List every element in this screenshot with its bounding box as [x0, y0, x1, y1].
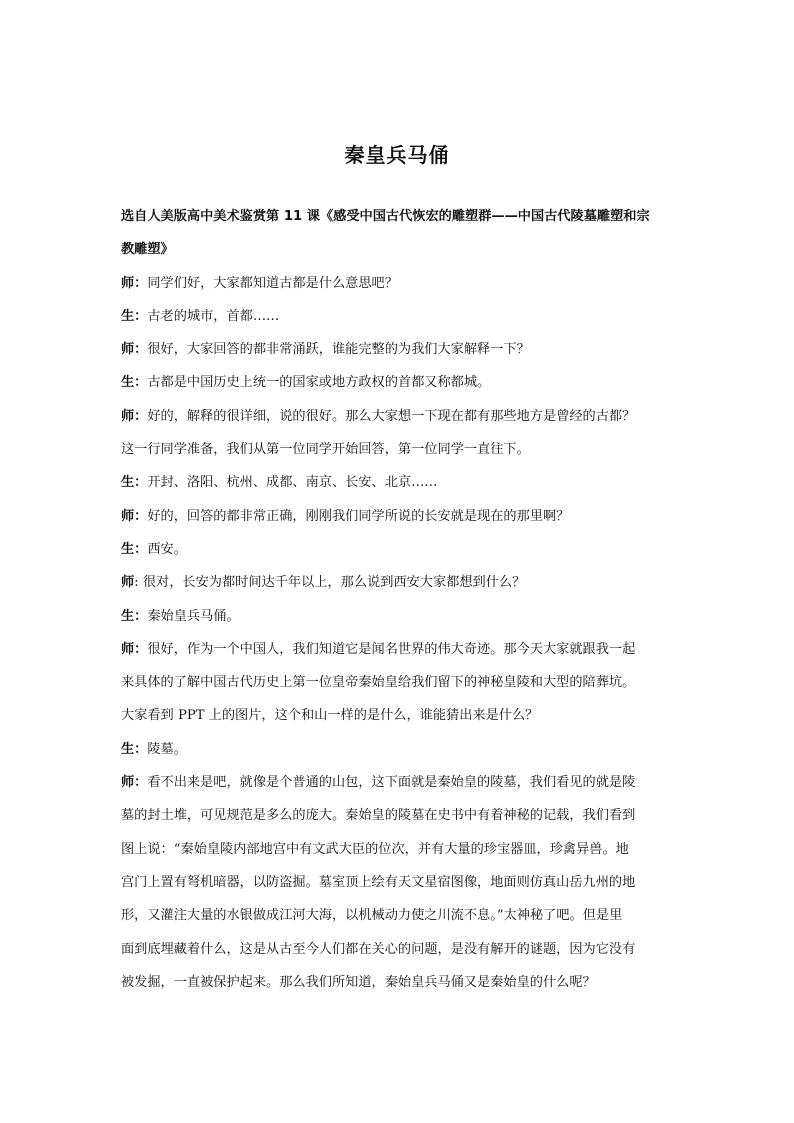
- dialogue: [121, 267, 681, 1000]
- dialogue-line: [121, 633, 681, 666]
- speaker-label: 师：: [121, 508, 148, 524]
- dialogue-line: [121, 566, 681, 599]
- dialogue-text: 好的，解释的很详细，说的很好。那么大家想一下现在都有那些地方是曾经的古都？: [147, 408, 636, 424]
- dialogue-paragraph: [121, 300, 681, 333]
- speaker-label: 生：: [121, 375, 148, 391]
- dialogue-line: [121, 933, 681, 966]
- dialogue-paragraph: [121, 500, 681, 533]
- dialogue-line: [121, 666, 681, 699]
- speaker-label: 生：: [121, 608, 148, 624]
- speaker-label: 师：: [121, 775, 148, 791]
- dialogue-text: 墓的封土堆，可见规范是多么的庞大。秦始皇的陵墓在史书中有着神秘的记载，我们看到: [121, 808, 636, 824]
- speaker-label: 生：: [121, 475, 148, 491]
- speaker-label: 生：: [121, 741, 148, 757]
- dialogue-text: 形，又灌注大量的水银做成江河大海，以机械动力使之川流不息。”太神秘了吧。但是里: [121, 908, 623, 924]
- dialogue-paragraph: [121, 566, 681, 599]
- dialogue-paragraph: [121, 733, 681, 766]
- dialogue-line: [121, 899, 681, 932]
- dialogue-line: [121, 766, 681, 799]
- dialogue-text: 来具体的了解中国古代历史上第一位皇帝秦始皇给我们留下的神秘皇陵和大型的陪葬坑。: [121, 675, 636, 691]
- dialogue-line: [121, 333, 681, 366]
- dialogue-line: [121, 966, 681, 999]
- dialogue-line: [121, 600, 681, 633]
- dialogue-text: 面到底埋藏着什么，这是从古至今人们都在关心的问题，是没有解开的谜题，因为它没有: [121, 941, 636, 957]
- dialogue-text: 陵墓。: [147, 741, 187, 757]
- dialogue-paragraph: [121, 267, 681, 300]
- dialogue-text: 秦始皇兵马俑。: [147, 608, 240, 624]
- dialogue-line: [121, 866, 681, 899]
- dialogue-paragraph: [121, 466, 681, 499]
- dialogue-paragraph: [121, 366, 681, 399]
- dialogue-text: 开封、洛阳、杭州、成都、南京、长安、北京……: [147, 475, 438, 491]
- speaker-label: 师：: [121, 275, 148, 291]
- dialogue-line: [121, 500, 681, 533]
- dialogue-text: 这一行同学准备，我们从第一位同学开始回答，第一位同学一直往下。: [121, 442, 530, 458]
- dialogue-line: [121, 833, 681, 866]
- dialogue-text: 古都是中国历史上统一的国家或地方政权的首都又称都城。: [147, 375, 491, 391]
- dialogue-paragraph: [121, 333, 681, 366]
- dialogue-text: 看不出来是吧，就像是个普通的山包，这下面就是秦始皇的陵墓，我们看见的就是陵: [147, 775, 636, 791]
- speaker-label: 师：: [121, 641, 148, 657]
- dialogue-text: 很好，大家回答的都非常涌跃，谁能完整的为我们大家解释一下？: [147, 342, 530, 358]
- dialogue-text: 被发掘，一直被保护起来。那么我们所知道，秦始皇兵马俑又是秦始皇的什么呢？: [121, 974, 596, 990]
- dialogue-text: 大家看到 PPT 上的图片，这个和山一样的是什么，谁能猜出来是什么？: [121, 708, 539, 724]
- page-title: 秦皇兵马俑: [344, 143, 450, 167]
- dialogue-paragraph: [121, 400, 681, 467]
- dialogue-text: 图上说：“秦始皇陵内部地宫中有文武大臣的位次，并有大量的珍宝器皿，珍禽异兽。地: [121, 841, 629, 857]
- dialogue-line: [121, 300, 681, 333]
- dialogue-line: [121, 433, 681, 466]
- speaker-label: 生：: [121, 308, 148, 324]
- source-line: 选自人美版高中美术鉴赏第 11 课《感受中国古代恢宏的雕塑群——中国古代陵墓雕塑和宗: [121, 209, 650, 224]
- document-body: [121, 200, 681, 999]
- dialogue-text: 同学们好，大家都知道古都是什么意思吧？: [147, 275, 398, 291]
- speaker-label: 生：: [121, 541, 148, 557]
- dialogue-paragraph: [121, 600, 681, 633]
- speaker-label: 师：: [121, 342, 148, 358]
- dialogue-paragraph: [121, 766, 681, 999]
- dialogue-text: 西安。: [147, 541, 187, 557]
- dialogue-paragraph: [121, 633, 681, 733]
- dialogue-line: [121, 366, 681, 399]
- speaker-label: 师: [121, 575, 135, 591]
- dialogue-text: 好的，回答的都非常正确，刚刚我们同学所说的长安就是现在的那里啊？: [147, 508, 570, 524]
- dialogue-line: [121, 400, 681, 433]
- dialogue-paragraph: [121, 533, 681, 566]
- dialogue-text: 古老的城市，首都……: [147, 308, 280, 324]
- dialogue-line: [121, 533, 681, 566]
- source-line: 教雕塑》: [121, 242, 174, 258]
- speaker-label: 师：: [121, 408, 148, 424]
- source-citation: [121, 200, 681, 267]
- dialogue-text: 宫门上置有弩机暗器，以防盗掘。墓室顶上绘有天文星宿图像，地面则仿真山岳九州的地: [121, 874, 636, 890]
- dialogue-line: [121, 466, 681, 499]
- dialogue-line: [121, 267, 681, 300]
- dialogue-text: 很好，作为一个中国人，我们知道它是闻名世界的伟大奇迹。那今天大家就跟我一起: [147, 641, 636, 657]
- dialogue-line: [121, 733, 681, 766]
- dialogue-text: : 很对，长安为都时间达千年以上，那么说到西安大家都想到什么？: [134, 575, 526, 591]
- dialogue-line: [121, 799, 681, 832]
- dialogue-line: [121, 699, 681, 732]
